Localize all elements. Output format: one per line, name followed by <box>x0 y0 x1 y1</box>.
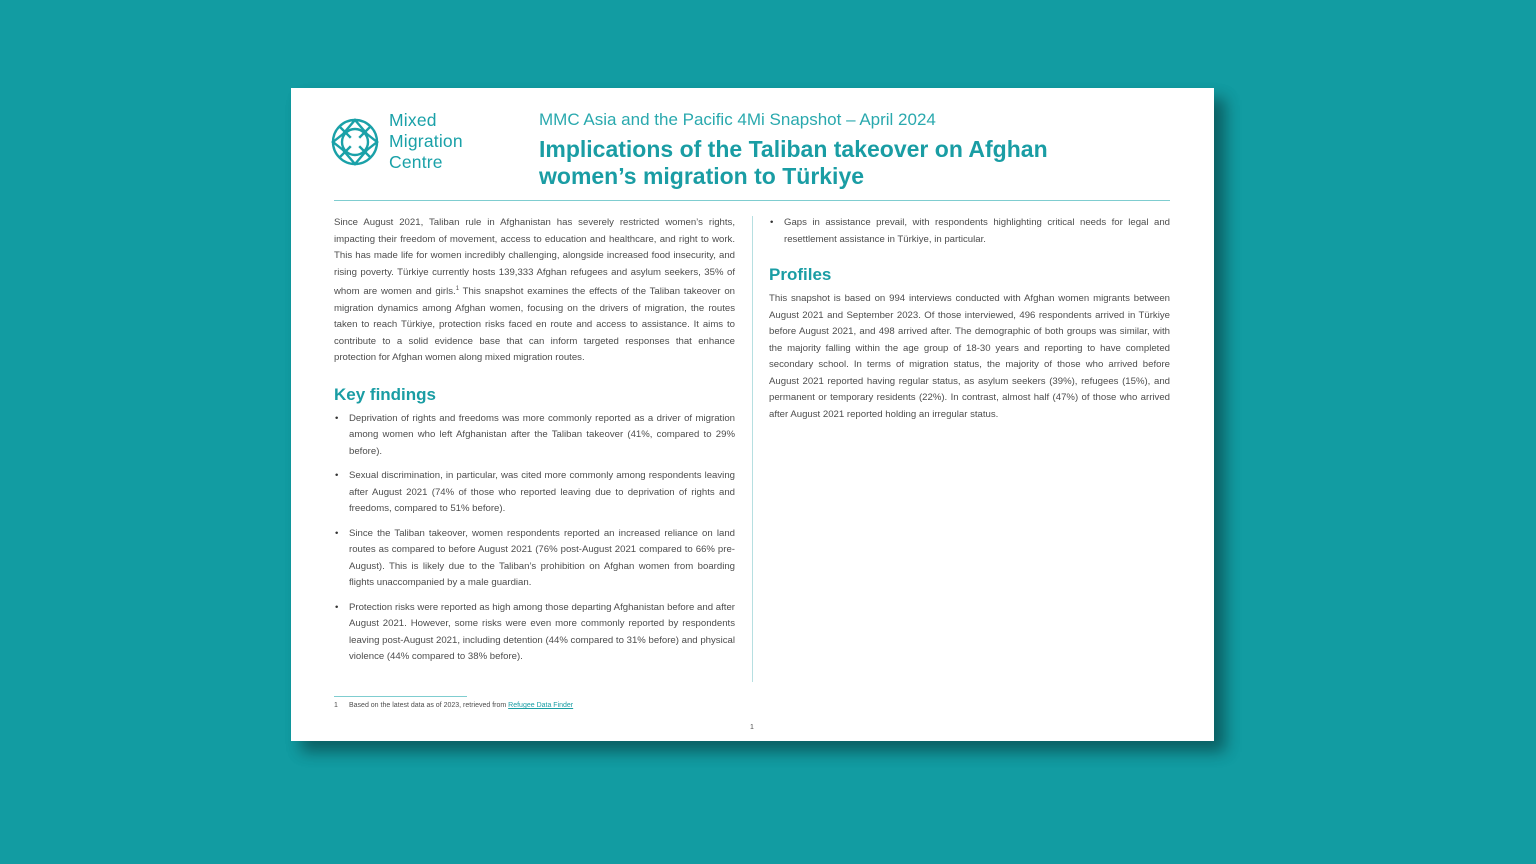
document-page <box>291 88 1214 741</box>
page-number: 1 <box>750 724 754 731</box>
list-item <box>769 215 1170 248</box>
mmc-logo-icon <box>327 112 383 172</box>
footnote-text: Based on the latest data as of 2023, retrieved from <box>349 702 509 709</box>
intro-paragraph <box>334 215 735 367</box>
key-findings-heading: Key findings <box>334 384 437 404</box>
header-divider <box>334 200 1170 201</box>
bullet-icon: • <box>335 412 339 424</box>
bullet-icon: • <box>335 601 339 613</box>
left-column <box>334 215 735 674</box>
footnote-number: 1 <box>334 702 338 709</box>
list-item <box>334 600 735 666</box>
logo-line-2: Migration <box>389 131 463 151</box>
mmc-logo <box>327 110 487 176</box>
right-column <box>769 215 1170 423</box>
finding-text: Protection risks were reported as high among those departing Afghanistan before and after August 2021. However, some risks were even more commonly reported by respondents leaving post-August 2021, including detention (44% compared to 31% before) and physical violence (44% compared to 38% before). <box>349 601 735 663</box>
intro-text-part-1: Since August 2021, Taliban rule in Afghanistan has severely restricted women’s rights, impacting their freedom of movement, access to education and healthcare, and right to work. This has made life for women incredibly challenging, alongside increased food insecurity, and rising poverty. Türkiye currently hosts 139,333 Afghan refugees and asylum seekers, 35% of whom are women and girls. <box>334 217 735 298</box>
logo-line-3: Centre <box>389 152 443 172</box>
column-divider <box>752 216 753 682</box>
list-item <box>334 411 735 461</box>
bullet-icon: • <box>335 527 339 539</box>
logo-wordmark <box>389 110 463 173</box>
intro-text-part-2: This snapshot examines the effects of the Taliban takeover on migration dynamics among Afghan women, focusing on the drivers of migration, the routes taken to reach Türkiye, protection risks faced en route and access to assistance. It aims to contribute to a solid evidence base that can inform targeted responses that enhance protection for Afghan women along mixed migration routes. <box>334 286 736 364</box>
key-findings-list <box>334 411 735 666</box>
profiles-paragraph: This snapshot is based on 994 interviews conducted with Afghan women migrants between August 2021 and September 2023. Of those interviewed, 496 respondents arrived in Türkiye before August 2021, and 498 arrived after. The demographic of both groups was similar, with the majority falling within the age group of 18-30 years and reporting to have completed secondary school. In terms of migration status, the majority of those who arrived before August 2021 reported having regular status, as asylum seekers (39%), refugees (15%), and permanent or temporary residents (22%). In contrast, almost half (47%) of those who arrived after August 2021 reported holding an irregular status. <box>769 293 1170 420</box>
document-title: Implications of the Taliban takeover on Afghan women’s migration to Türkiye <box>539 136 1048 189</box>
bullet-icon: • <box>335 470 339 482</box>
footnote-divider <box>334 696 467 697</box>
finding-text: Gaps in assistance prevail, with respondents highlighting critical needs for legal and resettlement assistance in Türkiye, in particular. <box>784 217 1170 245</box>
logo-line-1: Mixed <box>389 110 437 130</box>
footnote-reference[interactable]: 1 <box>455 286 460 292</box>
profiles-heading: Profiles <box>769 265 832 284</box>
finding-text: Since the Taliban takeover, women respondents reported an increased reliance on land routes as compared to before August 2021 (76% post-August 2021 compared to 66% pre-August). This is likely due to the Taliban’s prohibition on Afghan women from boarding flights unaccompanied by a male guardian. <box>349 527 735 589</box>
finding-text: Sexual discrimination, in particular, was cited more commonly among respondents leaving after August 2021 (74% of those who reported leaving due to deprivation of rights and freedoms, compared to 51% before). <box>349 470 735 515</box>
list-item <box>334 526 735 592</box>
list-item <box>334 468 735 518</box>
finding-text: Deprivation of rights and freedoms was more commonly reported as a driver of migration among women who left Afghanistan after the Taliban takeover (41%, compared to 29% before). <box>349 412 735 457</box>
refugee-data-finder-link[interactable]: Refugee Data Finder <box>508 702 574 709</box>
document-subtitle: MMC Asia and the Pacific 4Mi Snapshot – April 2024 <box>539 110 936 129</box>
key-findings-list-continued <box>769 215 1170 248</box>
bullet-icon: • <box>770 217 774 228</box>
footnote <box>334 702 573 709</box>
